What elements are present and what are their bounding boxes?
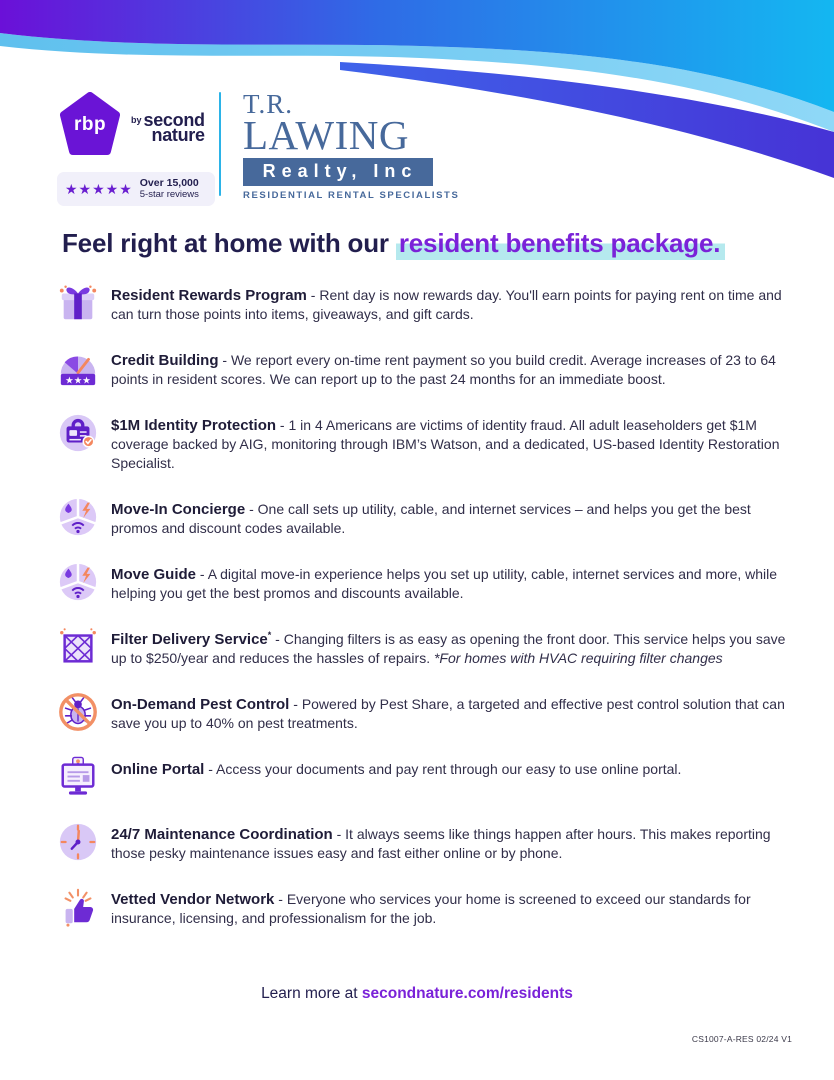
benefit-description: Everyone who services your home is screened to exceed our standards for insurance, licensing, and professionalism for the job. xyxy=(111,891,751,926)
benefit-title: Credit Building xyxy=(111,352,219,369)
benefit-separator: - xyxy=(218,352,231,368)
benefit-title: Online Portal xyxy=(111,761,205,778)
by-label: by xyxy=(131,115,142,125)
benefit-description: Access your documents and pay rent through our easy to use online portal. xyxy=(216,761,682,777)
benefit-description: 1 in 4 Americans are victims of identity fraud. All adult leaseholders get $1M coverage backed by AIG, monitoring through IBM’s Watson, and a dedicated, US-based Identity Restoration Specialist. xyxy=(111,417,780,471)
brand-word-second: second xyxy=(143,110,205,130)
no-pests-icon xyxy=(55,691,101,733)
benefit-item xyxy=(55,626,787,668)
logo-row xyxy=(57,89,460,206)
benefit-item xyxy=(55,282,787,324)
online-portal-monitor-icon xyxy=(55,756,101,798)
lawing-line-specialists: RESIDENTIAL RENTAL SPECIALISTS xyxy=(243,190,460,201)
benefit-description: Changing filters is as easy as opening the front door. This service helps you save up to $250/year and reduces the hassles of repairs. xyxy=(111,631,786,666)
filter-grid-icon xyxy=(55,626,101,668)
thumbs-up-icon xyxy=(55,886,101,928)
benefit-title: 24/7 Maintenance Coordination xyxy=(111,826,333,843)
benefit-separator: - xyxy=(196,566,208,582)
reviews-badge xyxy=(57,172,215,206)
footer-prefix: Learn more at xyxy=(261,985,362,1002)
benefit-description: A digital move-in experience helps you set up utility, cable, internet services and more, while helping you get the best promos and discounts available. xyxy=(111,566,778,601)
utilities-pie-icon xyxy=(55,561,101,603)
lawing-line-tr: T.R. xyxy=(243,89,293,119)
benefit-separator: - xyxy=(271,631,284,647)
benefit-description: One call sets up utility, cable, and internet services – and helps you get the best promos and discount codes available. xyxy=(111,501,751,536)
benefit-item xyxy=(55,756,787,798)
benefit-item xyxy=(55,561,787,603)
benefit-separator: - xyxy=(204,761,217,777)
reviews-label: 5-star reviews xyxy=(139,189,199,200)
benefit-title: Vetted Vendor Network xyxy=(111,891,275,908)
benefit-item xyxy=(55,886,787,928)
tr-lawing-logo xyxy=(243,89,460,201)
rbp-logo-icon xyxy=(57,92,123,158)
lawing-line-name: LAWING xyxy=(243,112,409,158)
benefit-item xyxy=(55,691,787,733)
headline-prefix: Feel right at home with our xyxy=(62,228,389,258)
svg-text:★★★: ★★★ xyxy=(65,375,91,387)
benefit-separator: - xyxy=(289,696,302,712)
brand-word-nature: nature xyxy=(151,125,205,145)
benefit-item xyxy=(55,821,787,863)
benefit-item xyxy=(55,347,787,389)
benefits-list xyxy=(55,282,787,928)
benefit-separator: - xyxy=(245,501,258,517)
benefit-separator: - xyxy=(306,287,320,303)
page-title xyxy=(62,228,792,259)
footer-link[interactable]: secondnature.com/residents xyxy=(361,985,573,1002)
benefit-description: We report every on-time rent payment so you build credit. Average increases of 23 to 64 points in resident scores. We can report up to the past 24 months for an immediate boost. xyxy=(111,352,776,387)
benefit-separator: - xyxy=(274,891,287,907)
second-nature-wordmark xyxy=(131,110,205,145)
benefit-item xyxy=(55,496,787,538)
benefit-title: Resident Rewards Program xyxy=(111,287,307,304)
benefit-description: Rent day is now rewards day. You'll earn points for paying rent on time and can turn those points into items, giveaways, and gift cards. xyxy=(111,287,782,322)
headline-highlight: resident benefits package. xyxy=(396,228,725,260)
five-stars-icon: ★★★★★ xyxy=(65,181,133,197)
rbp-logo-text: rbp xyxy=(73,114,107,135)
logo-divider xyxy=(219,92,221,196)
reviews-count: Over 15,000 xyxy=(139,177,199,189)
benefit-title: Filter Delivery Service* xyxy=(111,630,272,648)
benefit-description: It always seems like things happen after hours. This makes reporting those pesky maintenance issues easy and fast either online or by phone. xyxy=(111,826,771,861)
utilities-pie-icon xyxy=(55,496,101,538)
benefit-title: Move Guide xyxy=(111,566,197,583)
clock-icon xyxy=(55,821,101,863)
benefit-separator: - xyxy=(276,417,289,433)
benefit-separator: - xyxy=(332,826,346,842)
benefit-footnote: *For homes with HVAC requiring filter changes xyxy=(433,650,723,666)
benefit-title: $1M Identity Protection xyxy=(111,417,277,434)
benefit-title: Move-In Concierge xyxy=(111,501,246,518)
credit-gauge-icon xyxy=(55,347,101,389)
identity-card-icon xyxy=(55,412,101,454)
benefit-description: Powered by Pest Share, a targeted and effective pest control solution that can save you up to 40% on pest treatments. xyxy=(111,696,785,731)
lawing-line-realty: Realty, Inc xyxy=(243,158,433,186)
gift-icon xyxy=(55,282,101,324)
rbp-brand-block xyxy=(57,92,205,206)
benefit-title: On-Demand Pest Control xyxy=(111,696,290,713)
benefit-item xyxy=(55,412,787,473)
document-code: CS1007-A-RES 02/24 V1 xyxy=(691,1034,792,1044)
footer xyxy=(0,985,834,1003)
